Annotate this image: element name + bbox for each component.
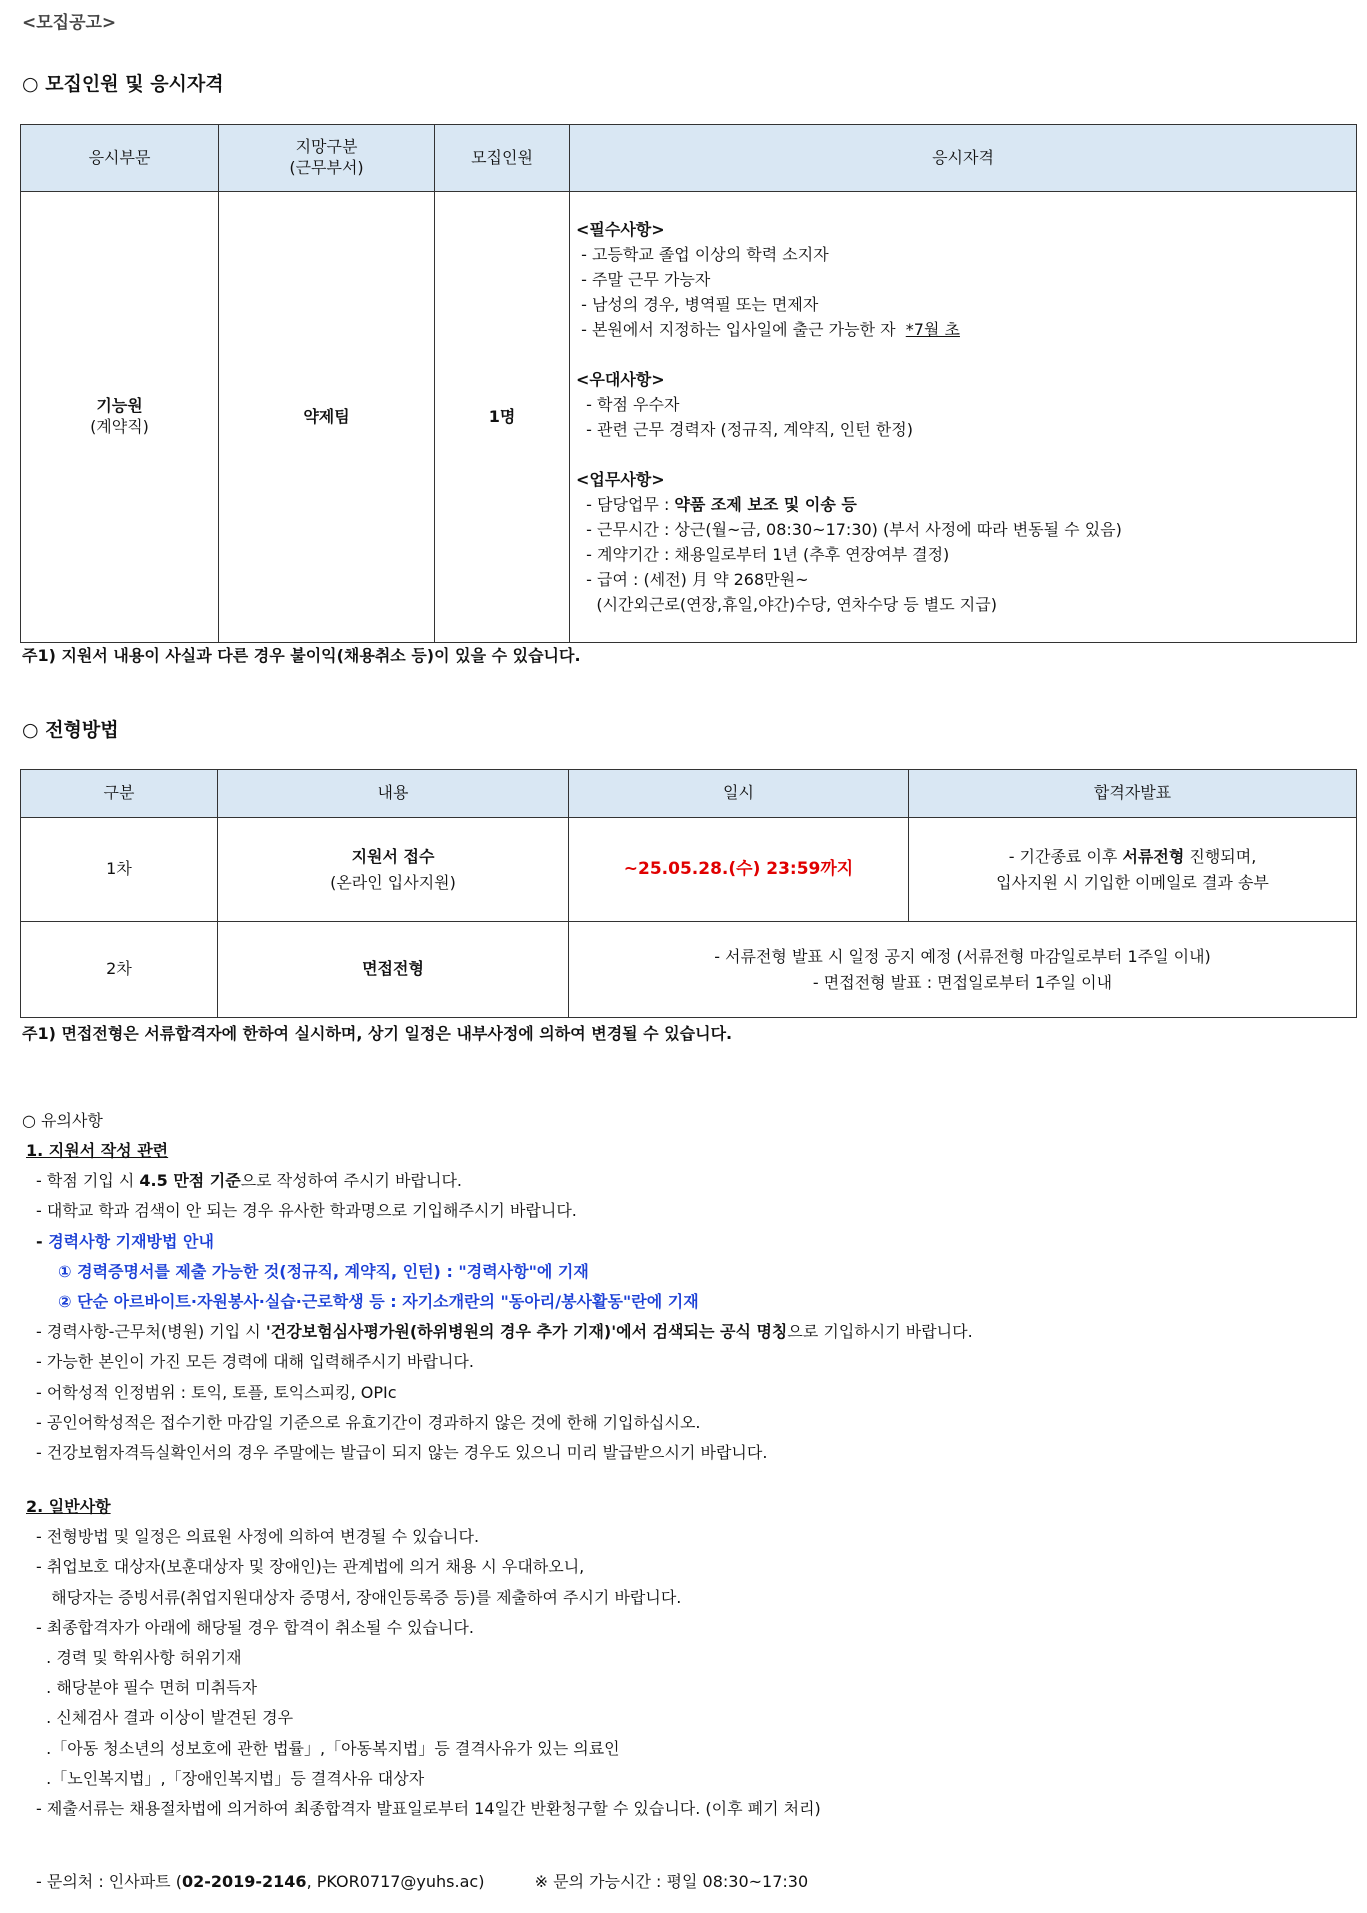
field-name: 기능원 <box>96 396 143 416</box>
header-department-line2: (근무부서) <box>289 158 364 177</box>
duty-item: - 급여 : (세전) 月 약 268만원~ <box>576 570 809 589</box>
notes-hospital <box>26 1317 973 1347</box>
header-content: 내용 <box>218 770 569 818</box>
announce-text: - 기간종료 이후 <box>1008 846 1123 866</box>
cell-team: 약제팀 <box>219 192 435 643</box>
announce-line2: 입사지원 시 기입한 이메일로 결과 송부 <box>996 872 1269 892</box>
field-type: (계약직) <box>90 417 149 436</box>
contact-label: - 문의처 : 인사파트 ( <box>36 1872 182 1891</box>
application-deadline: ~25.05.28.(수) 23:59까지 <box>569 818 909 922</box>
notes-subheading-2: 2. 일반사항 <box>26 1497 111 1516</box>
stage-2-info <box>569 922 1357 1018</box>
page-title: <모집공고> <box>22 13 117 33</box>
section-heading-recruitment: ○ 모집인원 및 응시자격 <box>22 73 224 95</box>
required-item: - 남성의 경우, 병역필 또는 면제자 <box>576 295 819 314</box>
career-guide-title: 경력사항 기재방법 안내 <box>48 1231 214 1251</box>
cell-qualification <box>570 192 1357 643</box>
header-date: 일시 <box>569 770 909 818</box>
notes-item: - 취업보호 대상자(보훈대상자 및 장애인)는 관계법에 의거 채용 시 우대하오니, <box>36 1557 585 1577</box>
notes-item: . 경력 및 학위사항 허위기재 <box>36 1648 242 1668</box>
announce-text: 진행되며, <box>1184 846 1257 866</box>
preferred-item: - 학점 우수자 <box>576 395 680 414</box>
preferred-item: - 관련 근무 경력자 (정규직, 계약직, 인턴 한정) <box>576 420 913 439</box>
preferred-title: <우대사항> <box>576 370 665 389</box>
notes-item: - 공인어학성적은 접수기한 마감일 기준으로 유효기간이 경과하지 않은 것에 한해 기입하십시오. <box>36 1412 701 1432</box>
notes-item: - 건강보험자격득실확인서의 경우 주말에는 발급이 되지 않는 경우도 있으니 미리 발급받으시기 바랍니다. <box>36 1443 768 1463</box>
stage-1-content <box>218 818 569 922</box>
notes-item: .「아동 청소년의 성보호에 관한 법률」,「아동복지법」등 결격사유가 있는 의료인 <box>36 1738 620 1758</box>
header-announcement: 합격자발표 <box>909 770 1357 818</box>
header-department-line1: 지망구분 <box>295 137 358 157</box>
stage-1: 1차 <box>21 818 218 922</box>
notes-item: - 어학성적 인정범위 : 토익, 토플, 토익스피킹, OPIc <box>36 1382 397 1402</box>
header-stage: 구분 <box>21 770 218 818</box>
section-heading-selection: ○ 전형방법 <box>22 719 119 741</box>
duties-title: <업무사항> <box>576 470 665 489</box>
required-start-date: *7월 초 <box>905 320 960 339</box>
career-guide-2: ② 단순 아르바이트·자원봉사·실습·근로학생 등 : 자기소개란의 "동아리/봉사활동"란에 기재 <box>58 1292 699 1312</box>
duty-item: - 계약기간 : 채용일로부터 1년 (추후 연장여부 결정) <box>576 545 950 564</box>
recruitment-table <box>20 124 1357 643</box>
header-department <box>219 125 435 192</box>
selection-table <box>20 769 1357 1018</box>
duty-item: - 근무시간 : 상근(월~금, 08:30~17:30) (부서 사정에 따라 변동될 수 있음) <box>576 520 1122 539</box>
notes-item: 해당자는 증빙서류(취업지원대상자 증명서, 장애인등록증 등)를 제출하여 주시기 바랍니다. <box>36 1587 682 1607</box>
required-item: - 고등학교 졸업 이상의 학력 소지자 <box>576 245 829 264</box>
interview-info-2: - 면접전형 발표 : 면접일로부터 1주일 이내 <box>812 972 1113 992</box>
section-heading-notes: ○ 유의사항 <box>22 1111 103 1130</box>
notes-item: .「노인복지법」,「장애인복지법」등 결격사유 대상자 <box>36 1768 425 1788</box>
notes-text: - 학점 기입 시 <box>36 1171 140 1191</box>
notes-list-1 <box>26 1136 973 1468</box>
recruitment-note: 주1) 지원서 내용이 사실과 다른 경우 불이익(채용취소 등)이 있을 수 있습니다. <box>22 646 581 665</box>
contact-email: , PKOR0717@yuhs.ac) <box>306 1872 485 1891</box>
notes-text: 으로 기입하시기 바랍니다. <box>787 1322 973 1342</box>
contact-hours: ※ 문의 가능시간 : 평일 08:30~17:30 <box>534 1872 809 1891</box>
required-item-text: - 본원에서 지정하는 입사일에 출근 가능한 자 <box>576 320 906 339</box>
header-field: 응시부문 <box>21 125 219 192</box>
career-guide-1: ① 경력증명서를 제출 가능한 것(정규직, 계약직, 인턴) : "경력사항"에 기재 <box>58 1261 589 1281</box>
stage-1-announcement <box>909 818 1357 922</box>
notes-list-2 <box>26 1492 821 1824</box>
notes-career-guide <box>26 1227 973 1257</box>
required-title: <필수사항> <box>576 220 665 239</box>
cell-count: 1명 <box>435 192 570 643</box>
stage-2: 2차 <box>21 922 218 1018</box>
notes-text: - 경력사항-근무처(병원) 기입 시 <box>36 1322 266 1342</box>
application-label: 지원서 접수 <box>351 846 435 866</box>
notes-text: 으로 작성하여 주시기 바랍니다. <box>240 1171 462 1191</box>
interview-label: 면접전형 <box>218 922 569 1018</box>
header-count: 모집인원 <box>435 125 570 192</box>
application-sub: (온라인 입사지원) <box>330 872 456 892</box>
contact-phone: 02-2019-2146 <box>181 1872 307 1891</box>
duty-item: (시간외근로(연장,휴일,야간)수당, 연차수당 등 별도 지급) <box>576 595 997 614</box>
notes-major: - 대학교 학과 검색이 안 되는 경우 유사한 학과명으로 기입해주시기 바랍니다. <box>36 1201 577 1221</box>
announce-bold: 서류전형 <box>1122 846 1185 866</box>
notes-item: - 가능한 본인이 가진 모든 경력에 대해 입력해주시기 바랍니다. <box>36 1352 474 1372</box>
duty-item <box>576 492 1350 517</box>
interview-info-1: - 서류전형 발표 시 일정 공지 예정 (서류전형 마감일로부터 1주일 이내) <box>714 946 1211 966</box>
notes-item: - 전형방법 및 일정은 의료원 사정에 의하여 변경될 수 있습니다. <box>36 1527 480 1547</box>
selection-note: 주1) 면접전형은 서류합격자에 한하여 실시하며, 상기 일정은 내부사정에 의하여 변경될 수 있습니다. <box>22 1024 733 1043</box>
duty-main: 약품 조제 보조 및 이송 등 <box>674 495 857 514</box>
notes-item: - 제출서류는 채용절차법에 의거하여 최종합격자 발표일로부터 14일간 반환청구할 수 있습니다. (이후 폐기 처리) <box>36 1799 821 1819</box>
header-qualification: 응시자격 <box>570 125 1357 192</box>
notes-dash: - <box>36 1231 49 1251</box>
duty-label: - 담당업무 : <box>576 495 675 514</box>
announce-line1 <box>910 844 1355 870</box>
notes-item: . 해당분야 필수 면허 미취득자 <box>36 1678 258 1698</box>
notes-bold: 4.5 만점 기준 <box>139 1171 241 1191</box>
required-item-start <box>576 317 1350 342</box>
notes-bold: '건강보험심사평가원(하위병원의 경우 추가 기재)'에서 검색되는 공식 명칭 <box>265 1322 788 1342</box>
required-item: - 주말 근무 가능자 <box>576 270 711 289</box>
notes-subheading-1: 1. 지원서 작성 관련 <box>26 1141 169 1160</box>
cell-field <box>21 192 219 643</box>
notes-gpa <box>26 1166 973 1196</box>
notes-item: - 최종합격자가 아래에 해당될 경우 합격이 취소될 수 있습니다. <box>36 1617 474 1637</box>
contact-footer <box>36 1872 808 1893</box>
contact-line <box>36 1872 808 1893</box>
notes-item: . 신체검사 결과 이상이 발견된 경우 <box>36 1708 294 1728</box>
